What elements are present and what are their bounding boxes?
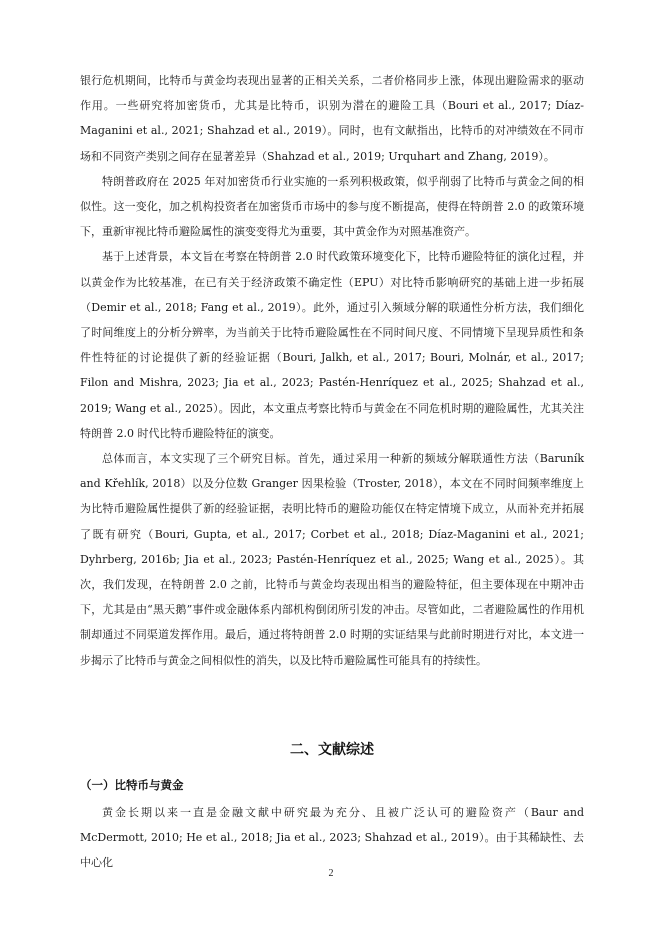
subsection-heading: （一）比特币与黄金 [80,778,184,792]
paragraph-3: 基于上述背景，本文旨在考察在特朗普 2.0 时代政策环境变化下，比特币避险特征的演化过程，并以黄金作为比较基准，在已有关于经济政策不确定性（EPU）对比特币影响研究的基础上进一步拓展（Demir et al., 2018; Fang et al., 2019）。此外，通过引入频域分解的联通性分析方法，我们细化了时间维度上的分析分辨率，为当前关于比特币避险属性在不同时间尺度、不同情境下呈现异质性和条件性特征的讨论提供了新的经验证据（Bouri, Jalkh, et al., 2017; Bouri, Molnár, et al., 2017; Filon and Mishra, 2023; Jia et al., 2023; Pastén-Henríquez et al., 2025; Shahzad et al., 2019; Wang et al., 2025）。因此，本文重点考察比特币与黄金在不同危机时期的避险属性，尤其关注特朗普 2.0 时代比特币避险特征的演变。 [80,250,584,440]
paragraph-2: 特朗普政府在 2025 年对加密货币行业实施的一系列积极政策，似乎削弱了比特币与黄金之间的相似性。这一变化，加之机构投资者在加密货币市场中的参与度不断提高，使得在特朗普 2.0 的政策环境下，重新审视比特币避险属性的演变变得尤为重要，其中黄金作为对照基准资产。 [80,174,584,239]
body-text [80,68,584,673]
section-heading: 二、文献综述 [290,742,374,758]
paragraph-4: 总体而言，本文实现了三个研究目标。首先，通过采用一种新的频域分解联通性方法（Baruník and Křehlík, 2018）以及分位数 Granger 因果检验（Troster, 2018），本文在不同时间频率维度上为比特币避险属性提供了新的经验证据，表明比特币的避险功能仅在特定情境下成立，从而补充并拓展了既有研究（Bouri, Gupta, et al., 2017; Corbet et al., 2018; Díaz-Maganini et al., 2021; Dyhrberg, 2016b; Jia et al., 2023; Pastén-Henríquez et al., 2025; Wang et al., 2025）。其次，我们发现，在特朗普 2.0 之前，比特币与黄金均表现出相当的避险特征，但主要体现在中期冲击下，尤其是由“黑天鹅”事件或金融体系内部机构倒闭所引发的冲击。尽管如此，二者避险属性的作用机制却通过不同渠道发挥作用。最后，通过将特朗普 2.0 时期的实证结果与此前时期进行对比，本文进一步揭示了比特币与黄金之间相似性的消失，以及比特币避险属性可能具有的持续性。 [80,452,584,667]
paragraph-1: 银行危机期间，比特币与黄金均表现出显著的正相关关系，二者价格同步上涨，体现出避险需求的驱动作用。一些研究将加密货币，尤其是比特币，识别为潜在的避险工具（Bouri et al., 2017; Díaz-Maganini et al., 2021; Shahzad et al., 2019）。同时，也有文献指出，比特币的对冲绩效在不同市场和不同资产类别之间存在显著差异（Shahzad et al., 2019; Urquhart and Zhang, 2019）。 [80,74,584,163]
page-number: 2 [328,868,334,879]
tail-paragraph: 黄金长期以来一直是金融文献中研究最为充分、且被广泛认可的避险资产（Baur and McDermott, 2010; He et al., 2018; Jia et al., 2023; Shahzad et al., 2019）。由于其稀缺性、去中心化 [80,806,584,870]
tail-text [80,800,584,876]
